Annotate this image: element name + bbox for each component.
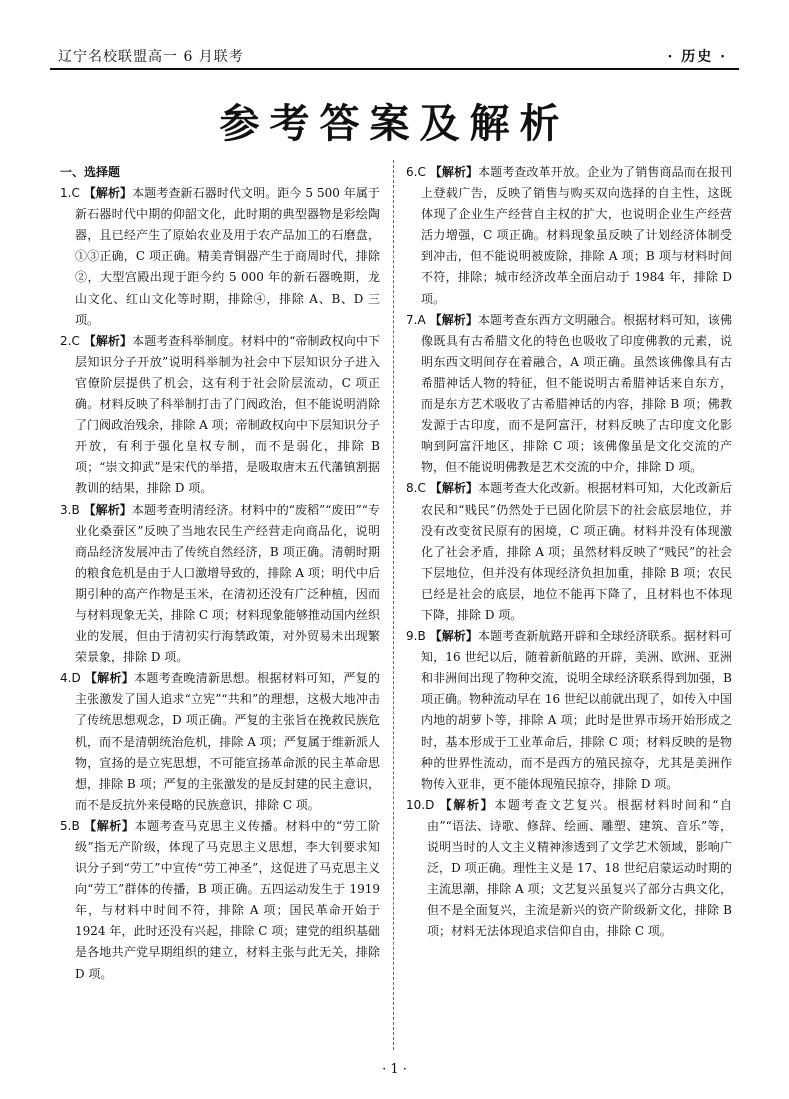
analysis-text: 本题考查科举制度。材料中的“帝制政权向中下层知识分子开放”说明科举制为社会中下层知识分子进入官僚阶层提供了机会，这有利于社会阶层流动，C 项正确。材料反映了科举制打击了门阀政治，但不能说明消除了门阀政治残余，排除 A 项；帝制政权向中下层知识分子开放，有利于强化皇权专制，而不是弱化，排除 B 项；“崇文抑武”是宋代的举措，是吸取唐末五代藩镇割据教训的结果，排除 D 项。 [75, 333, 380, 496]
analysis-text: 本题考查新航路开辟和全球经济联系。据材料可知，16 世纪以后，随着新航路的开辟，美洲、欧洲、亚洲和非洲间出现了物种交流，说明全球经济联系得到加强，B 项正确。物种流动早在 16 世纪以前就出现了，如传入中国内地的胡萝卜等，排除 A 项；此时是世界市场开始形成之时，基本形成于工业革命后，排除 C 项；材料反映的是物种的世界性流动，而不是西方的殖民掠夺，尤其是美洲作物传入亚非，更不能体现殖民掠夺，排除 D 项。 [421, 629, 732, 791]
subject-label: · 历史 · [667, 49, 727, 65]
question-number: 1. [60, 186, 72, 201]
left-column [60, 162, 380, 985]
answer-letter: C [71, 333, 80, 348]
question-number: 3. [60, 502, 72, 517]
analysis-text: 本题考查新石器时代文明。距今 5 500 年属于新石器时代中期的仰韶文化，此时期的典型器物是彩绘陶器，且已经产生了原始农业及用于农产品加工的石磨盘，①③正确，C 项正确。精美青铜器产生于商周时代，排除②，大型宫殿出现于距今约 5 000 年的新石器晚期，龙山文化、红山文化等时期，排除④，排除 A、B、D 三项。 [75, 186, 380, 327]
question-number: 6. [406, 165, 418, 179]
page-title: 参考答案及解析 [219, 101, 570, 147]
answer-item [406, 478, 732, 626]
answer-item [60, 183, 380, 331]
analysis-text: 本题考查改革开放。企业为了销售商品而在报刊上登载广告，反映了销售与购买双向选择的自主性，这既体现了企业生产经营自主权的扩大，也说明企业生产经营活力增强，C 项正确。材料现象虽反映了计划经济体制受到冲击，但不能说明被废除，排除 A 项；B 项与材料时间不符，排除；城市经济改革全面启动于 1984 年，排除 D 项。 [421, 165, 732, 306]
page-header [50, 40, 739, 70]
answer-letter: B [417, 629, 426, 644]
analysis-text: 本题考查文艺复兴。根据材料时间和“自由”“语法、诗歌、修辞、绘画、雕塑、建筑、音乐”等，说明当时的人文主义精神渗透到了文学艺术领域，影响广泛，D 项正确。理性主义是 17、18 世纪启蒙运动时期的主流思潮，排除 A 项；文艺复兴虽复兴了部分古典文化，但不是全面复兴，主流是新兴的资产阶级新文化，排除 B 项；材料无法体现追求信仰自由，排除 C 项。 [427, 797, 732, 939]
question-number: 4. [60, 671, 72, 686]
question-number: 7. [406, 312, 418, 327]
question-number: 2. [60, 333, 72, 348]
analysis-tag: 【解析】 [429, 312, 478, 327]
analysis-text: 本题考查明清经济。材料中的“废稻”“废田”“专业化桑蚕区”反映了当地农民生产经营走向商品化，说明商品经济发展冲击了传统自然经济，B 项正确。清朝时期的粮食危机是由于人口激增导致的，排除 A 项；明代中后期引种的高产作物是玉米，在清初还没有广泛种植，因而与材料现象无关，排除 C 项；材料现象能够推动国内丝织业的发展，但由于清初实行海禁政策，对外贸易未出现繁荣景象，排除 D 项。 [75, 502, 380, 665]
answer-letter: B [71, 502, 80, 517]
answer-letter: D [425, 797, 435, 812]
question-number: 8. [406, 481, 418, 496]
answer-letter: C [417, 481, 426, 496]
answer-item [406, 795, 732, 943]
answer-item [60, 816, 380, 985]
answer-item [60, 668, 380, 816]
analysis-tag: 【解析】 [84, 671, 135, 686]
analysis-tag: 【解析】 [84, 818, 135, 833]
page-number: · 1 · [382, 1062, 407, 1077]
analysis-text: 本题考查大化改新。根据材料可知，大化改新后农民和“贱民”仍然处于已固化阶层下的社会底层地位，并没有改变贫民原有的困境，C 项正确。材料并没有体现激化了社会矛盾，排除 A 项；虽然材料反映了“贱民”的社会下层地位，但并没有体现经济负担加重，排除 B 项；农民已经是社会的底层，地位不能再下降了，且材料也不体现下降，排除 D 项。 [421, 481, 732, 622]
exam-name: 辽宁名校联盟高一 6 月联考 [58, 49, 244, 65]
analysis-text: 本题考查马克思主义传播。材料中的“劳工阶级”指无产阶级，体现了马克思主义思想，李大钊要求知识分子到“劳工”中宣传“劳工神圣”，这促进了马克思主义向“劳工”群体的传播，B 项正确。五四运动发生于 1919 年，与材料中时间不符，排除 A 项；国民革命开始于 1924 年，此时还没有兴起，排除 C 项；建党的组织基础是各地共产党早期组织的建立，材料主张与此无关，排除 D 项。 [75, 818, 380, 981]
answer-letter: C [71, 186, 80, 201]
answer-letter: D [71, 671, 81, 686]
analysis-tag: 【解析】 [83, 186, 133, 201]
analysis-text: 本题考查东西方文明融合。根据材料可知，该佛像既具有古希腊文化的特色也吸收了印度佛教的元素，说明东西文明间存在着融合，A 项正确。虽然该佛像具有古希腊神话人物的特征，但不能说明古希腊神话来自东方，而是东方艺术吸收了古希腊神话的内容，排除 B 项；佛教发源于古印度，而不是阿富汗，材料反映了古印度文化影响到阿富汗地区，排除 C 项；该佛像虽是文化交流的产物，但不能说明佛教是艺术交流的中介，排除 D 项。 [421, 312, 732, 475]
column-divider [393, 160, 394, 1050]
right-column [406, 162, 732, 942]
answer-item [60, 500, 380, 669]
analysis-tag: 【解析】 [83, 333, 133, 348]
answer-letter: C [417, 165, 426, 179]
answer-item [60, 331, 380, 500]
question-number: 5. [60, 818, 72, 833]
analysis-tag: 【解析】 [439, 797, 495, 812]
answer-letter: B [71, 818, 80, 833]
question-number: 10. [406, 797, 426, 812]
answer-item [406, 310, 732, 479]
answer-item [406, 626, 732, 795]
answer-letter: A [417, 312, 426, 327]
analysis-text: 本题考查晚清新思想。根据材料可知，严复的主张激发了国人追求“立宪”“共和”的理想，这极大地冲击了传统思想观念，D 项正确。严复的主张旨在挽救民族危机，而不是清朝统治危机，排除 A 项；严复属于维新派人物，宣扬的是立宪思想，不可能宣扬革命派的民主革命思想，排除 B 项；严复的主张激发的是反封建的民主意识，而不是反抗外来侵略的民族意识，排除 C 项。 [75, 671, 380, 812]
analysis-tag: 【解析】 [429, 165, 479, 179]
question-number: 9. [406, 629, 418, 644]
analysis-tag: 【解析】 [83, 502, 132, 517]
section-title: 一、选择题 [60, 165, 121, 179]
analysis-tag: 【解析】 [429, 629, 479, 644]
answer-item [406, 162, 732, 310]
analysis-tag: 【解析】 [429, 481, 479, 496]
